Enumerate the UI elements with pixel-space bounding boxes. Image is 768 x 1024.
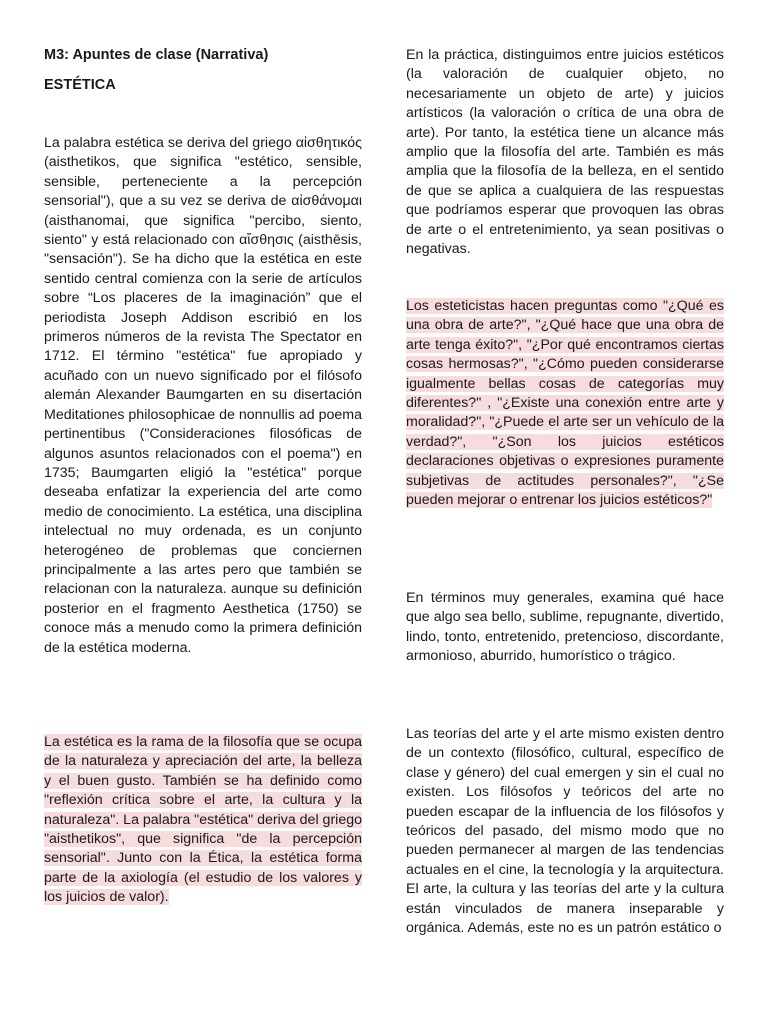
paragraph-etymology: [44, 134, 362, 658]
highlighted-text: La estética es la rama de la filosofía que se ocupa de la naturaleza y apreciación del arte, la belleza y el buen gusto. También se ha definido como "reflexión crítica sobre el arte, la cultura y la naturaleza". La palabra "estética" deriva del griego "aisthetikos", que significa "de la percepción sensorial". Junto con la Ética, la estética forma parte de la axiología (el estudio de los valores y los juicios de valor).: [44, 734, 362, 906]
paragraph-definition-highlighted: [44, 733, 362, 908]
section-heading: ESTÉTICA: [44, 77, 116, 93]
paragraph-text: La palabra estética se deriva del griego αἰσθητικός (aisthetikos, que significa "estético, sensible, sensible, perteneciente a la percepción sensorial"), que a su vez se deriva de αἰσθάνομαι (aisthanomai, que significa "percibo, siento, siento" y está relacionado con αἴσθησις (aisthēsis, "sensación"). Se ha dicho que la estética en este sentido central comienza con la serie de artículos sobre “Los placeres de la imaginación” que el periodista Joseph Addison escribió en los primeros números de la revista The Spectator en 1712. El término "estética" fue apropiado y acuñado con un nuevo significado por el filósofo alemán Alexander Baumgarten en su disertación Meditationes philosophicae de nonnullis ad poema pertinentibus ("Consideraciones filosóficas de algunos asuntos relacionados con el poema") en 1735; Baumgarten eligió la "estética" porque deseaba enfatizar la experiencia del arte como medio de conocimiento. La estética, una disciplina intelectual no muy ordenada, es un conjunto heterogéneo de problemas que conciernen principalmente a las artes pero que también se relacionan con la naturaleza. aunque su definición posterior en el fragmento Aesthetica (1750) se conoce más a menudo como la primera definición de la estética moderna.: [44, 135, 362, 656]
paragraph-questions-highlighted: [406, 297, 724, 510]
paragraph-text: En términos muy generales, examina qué hace que algo sea bello, sublime, repugnante, divertido, lindo, tonto, entretenido, pretencioso, discordante, armonioso, aburrido, humorístico o trágico.: [406, 590, 724, 665]
paragraph-judgments: [406, 46, 724, 259]
paragraph-text: Las teorías del arte y el arte mismo existen dentro de un contexto (filosófico, cultural, específico de clase y género) del cual emergen y sin el cual no existen. Los filósofos y teóricos del arte no pueden escapar de la influencia de los filósofos y teóricos del pasado, del mismo modo que no pueden permanecer al margen de las tendencias actuales en el cine, la tecnología y la arquitectura. El arte, la cultura y las teorías del arte y la cultura están vinculados de manera inseparable y orgánica. Además, este no es un patrón estático o: [406, 726, 724, 937]
paragraph-context: [406, 725, 724, 957]
paragraph-text: En la práctica, distinguimos entre juicios estéticos (la valoración de cualquier objeto, no necesariamente un objeto de arte) y juicios artísticos (la valoración o crítica de una obra de arte). Por tanto, la estética tiene un alcance más amplio que la filosofía del arte. También es más amplia que la filosofía de la belleza, en el sentido de que se aplica a cualquiera de las respuestas que podríamos esperar que provoquen las obras de arte o el entretenimiento, ya sean positivas o negativas.: [406, 47, 724, 258]
document-title: M3: Apuntes de clase (Narrativa): [44, 47, 269, 63]
highlighted-text: Los esteticistas hacen preguntas como "¿Qué es una obra de arte?", "¿Qué hace que una obra de arte tenga éxito?", "¿Por qué encontramos ciertas cosas hermosas?", "¿Cómo pueden considerarse igualmente bellas cosas de categorías muy diferentes?" , "¿Existe una conexión entre arte y moralidad?", "¿Puede el arte ser un vehículo de la verdad?", "¿Son los juicios estéticos declaraciones objetivas o expresiones puramente subjetivas de actitudes personales?", "¿Se pueden mejorar o entrenar los juicios estéticos?": [406, 298, 724, 509]
paragraph-general-terms: [406, 589, 724, 667]
